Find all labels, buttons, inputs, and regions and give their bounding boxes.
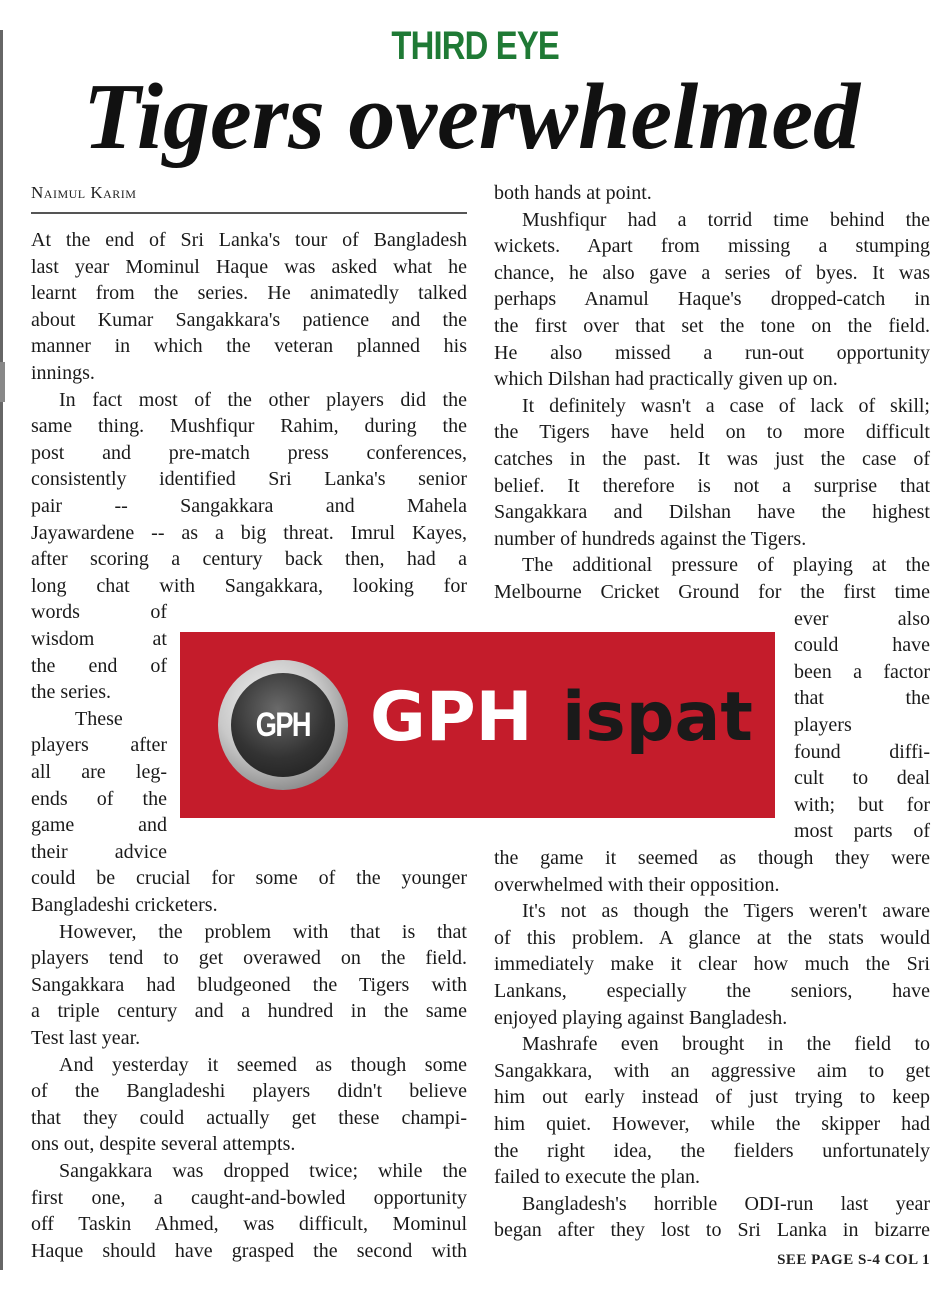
text-line: ever also [794, 607, 930, 630]
text-line: The additional pressure of playing at the [522, 554, 930, 577]
text-line: In fact most of the other players did the [59, 388, 467, 411]
text-line: him out early instead of just trying to keep [494, 1086, 930, 1109]
text-line: Mashrafe even brought in the field to [522, 1033, 930, 1056]
text-line: long chat with Sangakkara, looking for [31, 574, 467, 597]
text-line: Mushfiqur had a torrid time behind the [522, 208, 930, 231]
kicker: THIRD EYE [391, 24, 559, 68]
text-line: first one, a caught-and-bowled opportunity [31, 1186, 467, 1209]
text-line: both hands at point. [494, 182, 652, 204]
text-line: the series. [31, 681, 111, 704]
text-line: These [75, 707, 123, 730]
gph-logo-icon [231, 673, 335, 777]
text-line: him quiet. However, while the skipper had [494, 1113, 930, 1135]
text-line: last year Mominul Haque was asked what he [31, 255, 467, 278]
text-line: manner in which the veteran planned his [31, 335, 467, 358]
text-line: a triple century and a hundred in the same [31, 1000, 467, 1023]
text-line: game and [31, 814, 167, 837]
text-line: could be crucial for some of the younger [31, 867, 467, 890]
byline: Naimul Karim [31, 183, 137, 202]
text-line: It definitely wasn't a case of lack of skill; [522, 394, 930, 417]
text-line: consistently identified Sri Lanka's senior [31, 468, 467, 491]
ad-brand-secondary: ispat [562, 678, 753, 757]
text-line: enjoyed playing against Bangladesh. [494, 1006, 788, 1029]
text-line: ends of the [31, 787, 167, 810]
ad-brand-primary: GPH [370, 678, 533, 757]
text-line: same thing. Mushfiqur Rahim, during the [31, 415, 467, 438]
text-line: wickets. Apart from missing a stumping [494, 235, 930, 258]
text-line: However, the problem with that is that [59, 920, 467, 943]
text-line: Bangladesh's horrible ODI-run last year [522, 1192, 930, 1215]
text-line: most parts of [794, 820, 930, 843]
text-line: belief. It therefore is not a surprise that [494, 474, 930, 497]
text-line: catches in the past. It was just the case of [494, 448, 930, 470]
text-line: ons out, despite several attempts. [31, 1133, 296, 1156]
text-line: Sangakkara had bludgeoned the Tigers with [31, 973, 467, 996]
text-line: It's not as though the Tigers weren't aware [522, 900, 930, 923]
page-edge-rule [0, 30, 3, 1270]
byline-rule [31, 212, 467, 214]
text-line: perhaps Anamul Haque's dropped-catch in [494, 288, 930, 311]
text-line: Sangakkara and Dilshan have the highest [494, 501, 930, 524]
text-line: Melbourne Cricket Ground for the first time [494, 581, 930, 603]
text-line: wisdom at [31, 628, 167, 650]
text-line: of the Bangladeshi players didn't believe [31, 1080, 467, 1103]
text-line: the right idea, the fielders unfortunately [494, 1139, 930, 1162]
text-line: failed to execute the plan. [494, 1166, 701, 1189]
text-line: players tend to get overawed on the field. [31, 947, 467, 970]
page-edge-mark [0, 362, 5, 402]
text-line: Lankans, especially the seniors, have [494, 980, 930, 1002]
text-line: the game it seemed as though they were [494, 847, 930, 869]
text-line: chance, he also gave a series of byes. It was [494, 261, 930, 284]
text-line: Jayawardene -- as a big threat. Imrul Kayes, [31, 521, 467, 544]
gph-logo-text: GPH [255, 705, 311, 744]
text-line: that the [794, 687, 930, 710]
text-line: Bangladeshi cricketers. [31, 894, 218, 916]
text-line: which Dilshan had practically given up on. [494, 368, 838, 391]
text-line: Haque should have grasped the second with [31, 1239, 467, 1262]
text-line: Sangakkara, with an aggressive aim to get [494, 1059, 930, 1082]
text-line: the end of [31, 654, 167, 677]
text-line: players after [31, 734, 167, 757]
text-line: post and pre-match press conferences, [31, 441, 467, 464]
text-line: the first over that set the tone on the field. [494, 315, 930, 337]
text-line: the Tigers have held on to more difficult [494, 421, 930, 444]
text-line: At the end of Sri Lanka's tour of Bangladesh [31, 229, 467, 251]
text-line: could have [794, 634, 930, 657]
text-line: found diffi- [794, 740, 930, 763]
text-line: been a factor [794, 660, 930, 683]
text-line: about Kumar Sangakkara's patience and the [31, 308, 467, 331]
text-line: all are leg- [31, 761, 167, 783]
text-line: began after they lost to Sri Lanka in bizarre [494, 1219, 930, 1242]
text-line: immediately make it clear how much the Sri [494, 953, 930, 976]
text-line: He also missed a run-out opportunity [494, 341, 930, 364]
text-line: of this problem. A glance at the stats would [494, 926, 930, 949]
text-line: after scoring a century back then, had a [31, 548, 467, 571]
text-line: with; but for [794, 793, 930, 816]
text-line: cult to deal [794, 767, 930, 790]
text-line: players [794, 714, 852, 736]
text-line: learnt from the series. He animatedly talked [31, 282, 467, 305]
continuation-note: SEE PAGE S-4 COL 1 [777, 1252, 930, 1268]
text-line: pair -- Sangakkara and Mahela [31, 495, 467, 517]
text-line: words of [31, 601, 167, 624]
text-line: off Taskin Ahmed, was difficult, Mominul [31, 1213, 467, 1236]
text-line: their advice [31, 840, 167, 863]
text-line: And yesterday it seemed as though some [59, 1053, 467, 1076]
text-line: innings. [31, 362, 95, 384]
text-line: Sangakkara was dropped twice; while the [59, 1160, 467, 1182]
headline: Tigers overwhelmed [82, 65, 861, 169]
text-line: Test last year. [31, 1027, 141, 1049]
text-line: that they could actually get these champi- [31, 1106, 467, 1129]
text-line: number of hundreds against the Tigers. [494, 527, 807, 550]
text-line: overwhelmed with their opposition. [494, 873, 780, 896]
